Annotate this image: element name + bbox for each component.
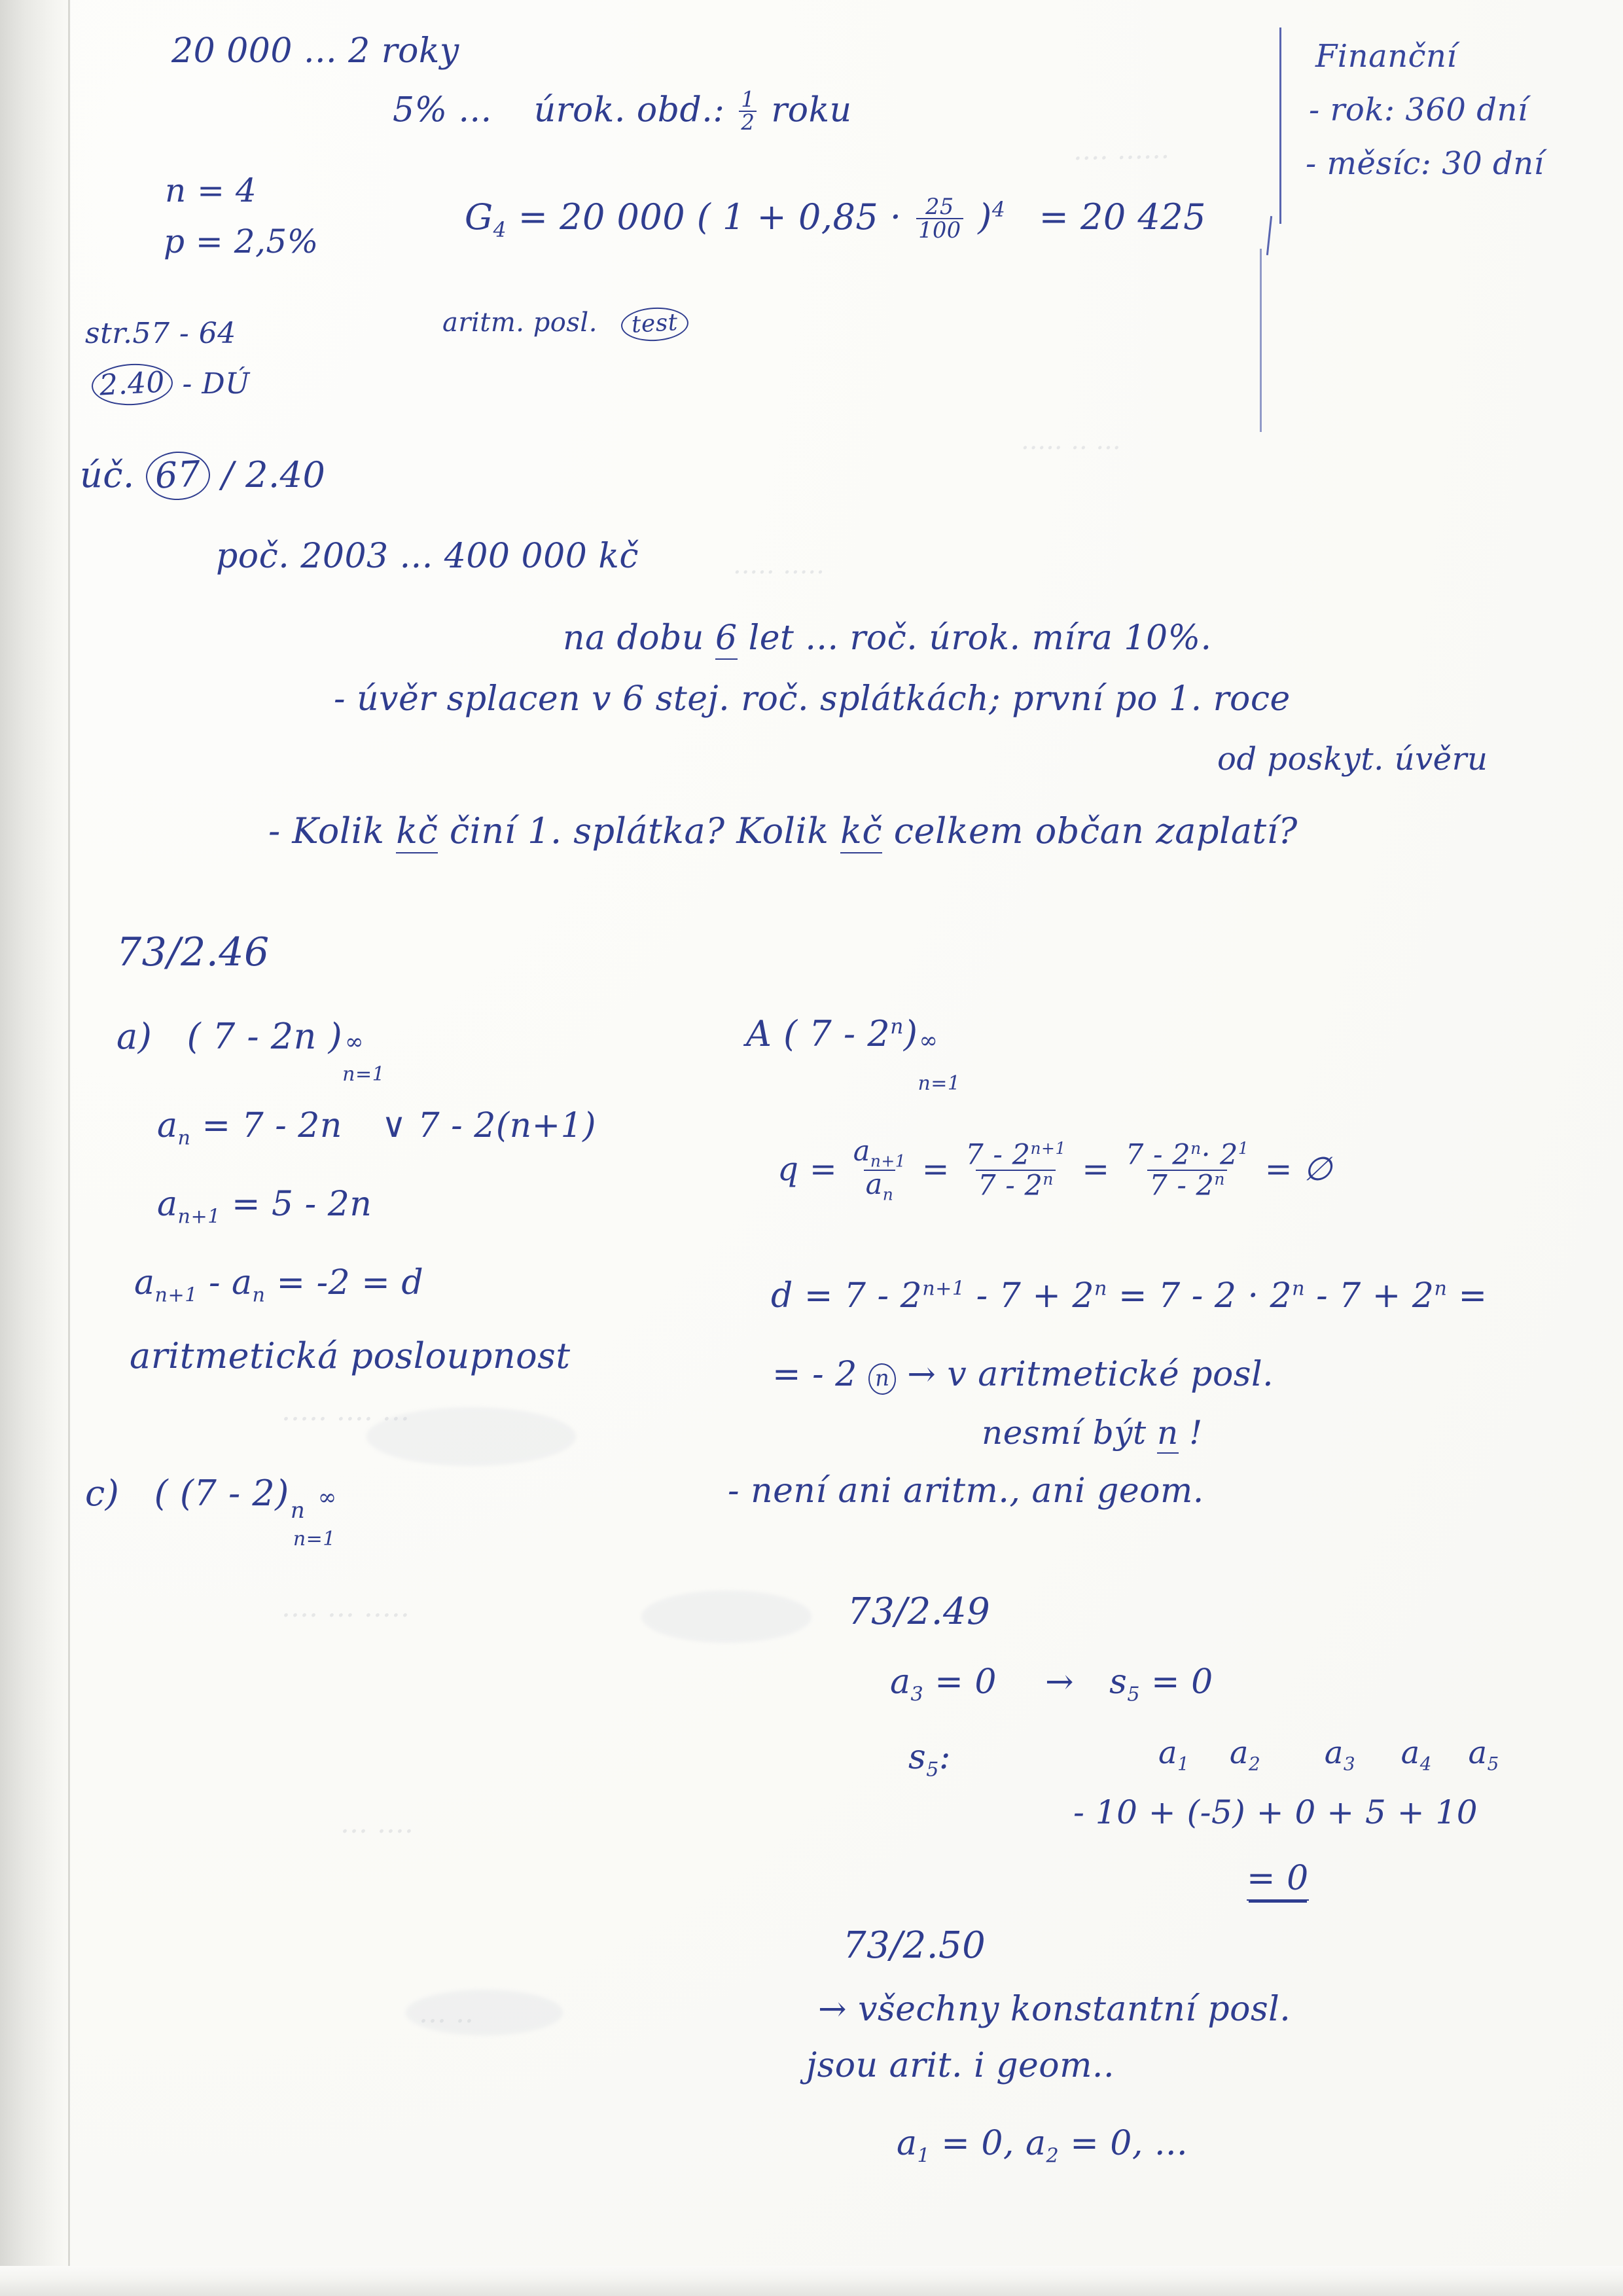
fraction-half bbox=[739, 89, 757, 134]
conclusion-line: jsou arit. i geom.. bbox=[806, 2046, 1115, 2085]
formula-compound-interest bbox=[465, 193, 1206, 243]
vertical-divider-lower bbox=[1260, 249, 1262, 432]
d-result: = - 2 bbox=[772, 1355, 857, 1394]
sequence-upper-limit: ∞ bbox=[317, 1484, 337, 1511]
sequence-lower-limit: n=1 bbox=[293, 1528, 336, 1551]
sum-expression: - 10 + (-5) + 0 + 5 + 10 bbox=[1073, 1793, 1478, 1831]
fraction-denominator: 7 - 2$^n$ bbox=[1147, 1170, 1227, 1200]
fraction-expanded bbox=[1124, 1140, 1251, 1200]
equation-an bbox=[157, 1106, 596, 1149]
margin-pages: str.57 - 64 bbox=[85, 317, 236, 350]
note-text: 5% ... bbox=[393, 90, 492, 130]
term-symbol: a bbox=[897, 2124, 918, 2163]
term-symbol: s bbox=[1109, 1662, 1128, 1702]
page-left-edge-line bbox=[68, 0, 70, 2296]
term-symbol: s bbox=[908, 1738, 927, 1777]
term-subscript: n bbox=[177, 1126, 191, 1150]
note-line bbox=[393, 87, 852, 135]
equals: = bbox=[1082, 1150, 1110, 1189]
note-text: celkem občan zaplatí? bbox=[893, 810, 1298, 852]
note-text: aritm. posl. bbox=[442, 308, 597, 338]
formula-part: ( 1 + 0,85 · bbox=[696, 196, 902, 238]
term-operator: - a bbox=[208, 1263, 253, 1302]
underlined-n: n bbox=[1157, 1414, 1179, 1454]
term-subscript: 2 bbox=[1046, 2144, 1060, 2168]
exponent-n: n bbox=[890, 1015, 904, 1039]
underlined-kc-1: kč bbox=[396, 810, 438, 853]
note-text: činí 1. splátka? Kolik bbox=[449, 810, 829, 852]
circled-exponent-n: n bbox=[868, 1363, 897, 1395]
circled-page-67: 67 bbox=[145, 450, 211, 501]
paper-smudge bbox=[406, 1990, 563, 2036]
paren: ) bbox=[903, 1013, 918, 1054]
sequence-upper-limit: ∞ bbox=[345, 1029, 364, 1055]
term-symbol: a bbox=[134, 1263, 155, 1302]
showthrough-ghost: ... .... bbox=[340, 1806, 414, 1840]
term-value: = 7 - 2n bbox=[202, 1106, 342, 1145]
note-question bbox=[268, 810, 1298, 852]
subitem-label: c) bbox=[85, 1473, 120, 1514]
note-line bbox=[563, 619, 1212, 658]
page-bottom-edge-shadow bbox=[0, 2266, 1623, 2296]
equation-difference bbox=[134, 1263, 423, 1306]
term-a5: $a_5$ bbox=[1468, 1734, 1499, 1775]
note-line: od poskyt. úvěru bbox=[1217, 741, 1488, 778]
fraction-an1-an bbox=[851, 1135, 908, 1204]
subitem-label: a) bbox=[116, 1016, 152, 1057]
annotation-text: ! bbox=[1189, 1414, 1203, 1452]
note-text: - Kolik bbox=[268, 810, 385, 852]
underlined-number-6: 6 bbox=[715, 619, 738, 660]
section-heading-73-250: 73/2.50 bbox=[843, 1924, 986, 1967]
note-line: poč. 2003 ... 400 000 kč bbox=[216, 537, 639, 576]
conclusion-line: → všechny konstantní posl. bbox=[818, 1990, 1291, 2029]
term-subscript: 1 bbox=[917, 2144, 931, 2168]
showthrough-ghost: .... ...... bbox=[1073, 132, 1170, 166]
formula-part: ) bbox=[978, 196, 992, 238]
subitem-c bbox=[85, 1473, 352, 1551]
fraction-7-2n1 bbox=[963, 1140, 1067, 1200]
equation-a3-s5 bbox=[890, 1662, 1213, 1706]
fraction-numerator: 1 bbox=[741, 87, 755, 112]
sequence-upper-limit: ∞ bbox=[919, 1028, 938, 1054]
term-a2: $a_2$ bbox=[1229, 1734, 1261, 1775]
formula-result: = 20 425 bbox=[1039, 196, 1206, 238]
heading-prefix: úč. bbox=[80, 454, 135, 495]
fraction-numerator: 25 bbox=[925, 193, 954, 219]
exponent: n+1 bbox=[922, 1277, 965, 1300]
term-symbol: a bbox=[890, 1662, 911, 1702]
paper-smudge bbox=[366, 1407, 576, 1466]
vertical-divider-tail bbox=[1266, 216, 1272, 255]
note-line: n = 4 bbox=[165, 171, 257, 209]
formula-symbol: G bbox=[465, 196, 493, 238]
note-text: na dobu bbox=[563, 619, 704, 658]
arrow: → bbox=[1044, 1662, 1075, 1702]
fraction-denominator: 100 bbox=[916, 218, 963, 242]
heading-suffix: / 2.40 bbox=[221, 454, 326, 495]
underlined-kc-2: kč bbox=[840, 810, 882, 853]
fraction-numerator: $7 - 2^n\cdot 2^1$ bbox=[1126, 1138, 1249, 1172]
label-A: A bbox=[746, 1013, 772, 1054]
page-left-edge-shadow bbox=[0, 0, 71, 2296]
fraction-numerator: $a_{n+1}$ bbox=[853, 1135, 906, 1171]
exponent: n bbox=[1292, 1277, 1306, 1300]
section-heading-67-240 bbox=[80, 452, 325, 500]
equation-quotient-q bbox=[777, 1135, 1332, 1204]
sequence-heading-A bbox=[746, 1013, 974, 1095]
sequence-lower-limit: n=1 bbox=[918, 1072, 961, 1095]
showthrough-ghost: ..... .. ... bbox=[1021, 425, 1121, 456]
paper-smudge bbox=[641, 1590, 812, 1643]
term-subscript: 5 bbox=[1127, 1683, 1140, 1706]
result-value: = 0 bbox=[1247, 1859, 1309, 1901]
sequence-exponent-n: n bbox=[290, 1498, 306, 1524]
equation-d-result bbox=[772, 1355, 1274, 1395]
term-a1: $a_1$ bbox=[1158, 1734, 1190, 1775]
d-part: - 7 + 2 bbox=[976, 1276, 1095, 1316]
term-result: = -2 = d bbox=[276, 1263, 424, 1302]
note-line: p = 2,5% bbox=[164, 223, 319, 260]
equation-an1 bbox=[157, 1185, 372, 1228]
annotation-no-n bbox=[982, 1414, 1203, 1452]
fraction-denominator: $a_n$ bbox=[864, 1170, 896, 1203]
sidebar-item-month: - měsíc: 30 dní bbox=[1306, 145, 1544, 182]
annotation-text: nesmí být bbox=[982, 1414, 1147, 1452]
term-label-row bbox=[1158, 1734, 1499, 1775]
exponent: n bbox=[1094, 1277, 1107, 1300]
conclusion-arithmetic: aritmetická posloupnost bbox=[130, 1335, 571, 1376]
example-terms bbox=[897, 2124, 1188, 2167]
q-label: q = bbox=[777, 1150, 838, 1189]
circled-exercise-number: 2.40 bbox=[90, 362, 173, 407]
margin-note-text: - DÚ bbox=[182, 367, 250, 401]
term-a4: $a_4$ bbox=[1400, 1734, 1432, 1775]
sequence-expression: ( 7 - 2 bbox=[783, 1013, 891, 1054]
vertical-divider bbox=[1279, 27, 1281, 224]
showthrough-ghost: ..... .... ... bbox=[281, 1394, 410, 1427]
fraction-denominator: 7 - 2$^n$ bbox=[976, 1170, 1056, 1200]
d-part: = 7 - 2 · 2 bbox=[1118, 1276, 1293, 1316]
subitem-a bbox=[116, 1016, 393, 1086]
equation-difference-d bbox=[771, 1276, 1488, 1316]
colon: : bbox=[938, 1738, 951, 1777]
showthrough-ghost: ..... ..... bbox=[733, 550, 825, 580]
term-value: = 0 bbox=[935, 1662, 997, 1702]
formula-part: = 20 000 bbox=[518, 196, 686, 238]
note-text: úrok. obd.: bbox=[533, 90, 725, 130]
exponent: n bbox=[1434, 1277, 1448, 1300]
sequence-expression: ( (7 - 2) bbox=[154, 1473, 289, 1514]
fraction-denominator: 2 bbox=[739, 111, 757, 134]
term-a3: $a_3$ bbox=[1324, 1734, 1356, 1775]
annotation: → v aritmetické posl. bbox=[907, 1355, 1274, 1394]
section-heading-73-249: 73/2.49 bbox=[847, 1590, 991, 1633]
showthrough-ghost: ... .. bbox=[419, 1996, 474, 2030]
sum-result bbox=[1247, 1859, 1309, 1898]
term-subscript: n+1 bbox=[177, 1205, 221, 1229]
note-text: roku bbox=[771, 90, 852, 130]
term-alt: ∨ 7 - 2(n+1) bbox=[381, 1106, 597, 1145]
term-value: = 5 - 2n bbox=[231, 1185, 372, 1224]
term-subscript: n+1 bbox=[154, 1283, 198, 1307]
note-line: 20 000 ... 2 roky bbox=[171, 31, 459, 71]
equals: = bbox=[921, 1150, 950, 1189]
term-subscript: 3 bbox=[910, 1683, 924, 1706]
sequence-expression: ( 7 - 2n ) bbox=[187, 1016, 343, 1057]
term-value: = 0, a bbox=[941, 2124, 1046, 2163]
note-line bbox=[442, 308, 688, 341]
note-text: let ... roč. úrok. míra 10%. bbox=[748, 619, 1212, 658]
term-subscript: 5 bbox=[926, 1758, 939, 1782]
d-part: - 7 + 2 bbox=[1316, 1276, 1435, 1316]
sidebar-title: Finanční bbox=[1315, 38, 1457, 75]
equals: = bbox=[1458, 1276, 1488, 1316]
circled-word-test: test bbox=[620, 306, 689, 342]
fraction-numerator: $7 - 2^{n+1}$ bbox=[965, 1138, 1066, 1172]
conclusion-neither: - není ani aritm., ani geom. bbox=[728, 1471, 1204, 1511]
section-heading-73-246: 73/2.46 bbox=[116, 929, 270, 975]
term-value: = 0, ... bbox=[1070, 2124, 1188, 2163]
sequence-lower-limit: n=1 bbox=[342, 1063, 385, 1086]
showthrough-ghost: .... ... ..... bbox=[281, 1590, 410, 1624]
term-symbol: a bbox=[157, 1106, 178, 1145]
term-symbol: a bbox=[157, 1185, 178, 1224]
formula-exponent: 4 bbox=[991, 198, 1006, 222]
quotient-result: = ∅ bbox=[1264, 1150, 1332, 1189]
fraction-25-100 bbox=[916, 193, 963, 243]
label-s5 bbox=[908, 1738, 951, 1781]
d-part: d = 7 - 2 bbox=[771, 1276, 923, 1316]
note-line: - úvěr splacen v 6 stej. roč. splátkách; první po 1. roce bbox=[334, 679, 1291, 719]
term-value: = 0 bbox=[1151, 1662, 1213, 1702]
sidebar-item-year: - rok: 360 dní bbox=[1309, 92, 1528, 128]
margin-exercise bbox=[92, 364, 250, 405]
formula-subscript: 4 bbox=[493, 218, 507, 242]
term-subscript: n bbox=[252, 1283, 266, 1307]
